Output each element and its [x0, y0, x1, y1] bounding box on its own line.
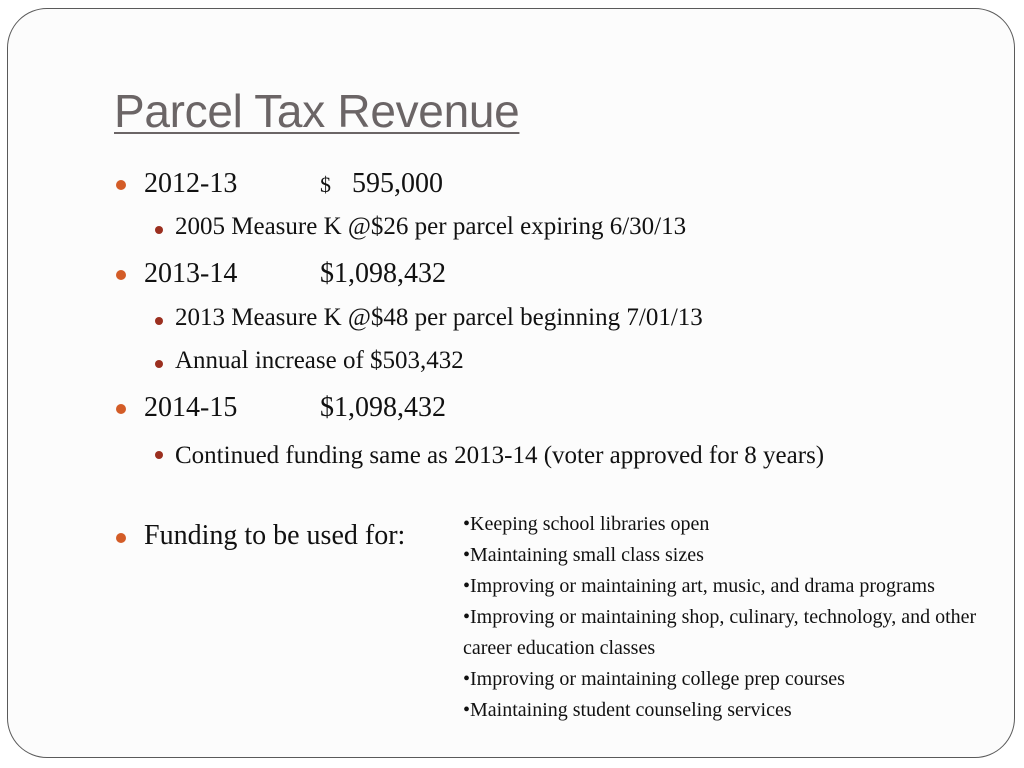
subitem-2013-14-1: 2013 Measure K @$48 per parcel beginning 7/01/13 — [175, 304, 703, 331]
slide-title: Parcel Tax Revenue — [114, 85, 520, 137]
funding-label: Funding to be used for: — [144, 520, 406, 551]
bullet-icon — [116, 404, 126, 414]
bullet-icon — [116, 533, 126, 543]
year-2013-14: 2013-14 — [144, 258, 238, 289]
sub-bullet-icon — [155, 360, 163, 368]
year-2012-13: 2012-13 — [144, 168, 238, 199]
subitem-2013-14-2: Annual increase of $503,432 — [175, 347, 464, 374]
bullet-icon — [116, 270, 126, 280]
amount-2014-15: $1,098,432 — [320, 392, 446, 423]
amount-2013-14: $1,098,432 — [320, 258, 446, 289]
funding-uses-list — [463, 509, 1008, 726]
sub-bullet-icon — [155, 317, 163, 325]
funding-use-item: •Maintaining student counseling services — [463, 699, 792, 721]
subitem-2012-13-1: 2005 Measure K @$26 per parcel expiring 6/30/13 — [175, 213, 687, 240]
amount-2012-13: $ 595,000 — [320, 168, 443, 199]
funding-use-item: •Maintaining small class sizes — [463, 544, 704, 566]
bullet-icon — [116, 180, 126, 190]
sub-bullet-icon — [155, 226, 163, 234]
sub-bullet-icon — [155, 451, 163, 459]
funding-use-item: •Keeping school libraries open — [463, 513, 710, 535]
funding-use-item: •Improving or maintaining shop, culinary, technology, and other career education classes — [463, 606, 977, 659]
funding-use-item: •Improving or maintaining college prep courses — [463, 668, 845, 690]
funding-use-item: •Improving or maintaining art, music, and drama programs — [463, 575, 935, 597]
subitem-2014-15-1: Continued funding same as 2013-14 (voter approved for 8 years) — [175, 442, 825, 469]
year-2014-15: 2014-15 — [144, 392, 238, 423]
